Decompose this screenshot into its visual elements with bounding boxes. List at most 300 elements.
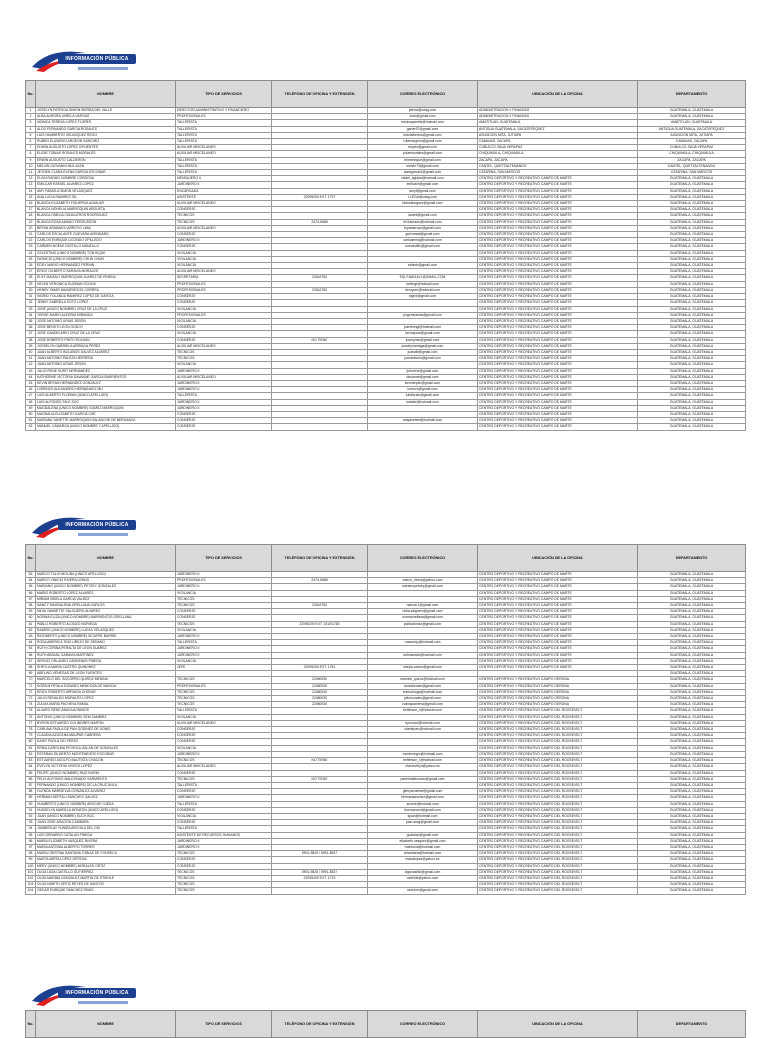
table-cell: emilcarb@gmail.com [368, 182, 478, 188]
table-cell: CENTRO DEPORTIVO Y RECREATIVO CAMPO DE MARTE [478, 219, 638, 225]
table-cell: GUATEMALA, GUATEMALA [638, 640, 746, 646]
table-cell: JARDINERO II [176, 838, 272, 844]
table-cell: 42 [26, 362, 36, 368]
table-cell: guevaraaf@gmail.com [368, 232, 478, 238]
table-cell: 100 [26, 863, 36, 869]
table-cell: JARDINERO II [176, 405, 272, 411]
table-cell: henryom@hotmail.com [368, 287, 478, 293]
table-cell: 73 [26, 696, 36, 702]
table-cell: CENTRO DEPORTIVO Y RECREATIVO CAMPO DE MARTE [478, 634, 638, 640]
header-nombre: NOMBRE [36, 1011, 176, 1038]
table-cell: NO TIENE [272, 337, 368, 343]
table-cell: GUATEMALA, GUATEMALA [638, 393, 746, 399]
table-cell: 46 [26, 387, 36, 393]
table-body-2 [26, 572, 746, 895]
table-cell: TECNICOS [176, 213, 272, 219]
table-cell: GUATEMALA, GUATEMALA [638, 789, 746, 795]
table-cell: TALLERISTA [176, 132, 272, 138]
table-cell: MARIANO (UNICO NOMBRE) PETZEY GONZALEZ [36, 584, 176, 590]
table-cell: MARIANA YANETTE MARROQUIN GALANCHE DE BERGANZA [36, 418, 176, 424]
table-cell: ENCARGADA [176, 188, 272, 194]
table-cell: CABANAS, ZACAPA [638, 139, 746, 145]
table-cell: 17 [26, 207, 36, 213]
table-cell: juanantonio@gmail.com [368, 356, 478, 362]
table-cell: AUXILIAR MISCELANEO [176, 343, 272, 349]
table-cell: CENTRO DEPORTIVO Y RECREATIVO CAMPO DE MARTE [478, 665, 638, 671]
table-cell: ASUNCION MITA, JUTIAPA [478, 132, 638, 138]
table-cell: JARDINERO II [176, 368, 272, 374]
table-cell: 10 [26, 163, 36, 169]
table-cell: doradonado@gmail.com [368, 683, 478, 689]
table-cell: GUATEMALA, GUATEMALA [638, 213, 746, 219]
table-cell: PROFESIONALES [176, 287, 272, 293]
table-cell: 94 [26, 826, 36, 832]
table-cell: GUATEMALA, GUATEMALA [638, 813, 746, 819]
table-cell: 22095200 EXT. 1510/1783 [272, 621, 368, 627]
table-cell: pabloalonzo@gmail.com [368, 621, 478, 627]
table-cell: GUATEMALA, GUATEMALA [638, 696, 746, 702]
table-cell: ESTEBAN GILBERTO MONTENEGRO ESCOBAR [36, 751, 176, 757]
table-cell: HENRY OMAR MAZARIEGOS CORREA [36, 287, 176, 293]
table-cell: GUATEMALA, GUATEMALA [638, 720, 746, 726]
table-cell: CENTRO DEPORTIVO Y RECREATIVO CAMPO DE MARTE [478, 343, 638, 349]
table-cell: lacruzjose@gmail.com [368, 331, 478, 337]
table-cell: SHEYLA MARIA CASTRO QUINONEZ [36, 665, 176, 671]
table-cell: CENTRO DEPORTIVO Y RECREATIVO CAMPO DE MARTE [478, 225, 638, 231]
table-cell: 8 [26, 151, 36, 157]
table-cell: MIRIAM ISBELA GARCIA VALDEZ [36, 596, 176, 602]
table-cell: 97 [26, 844, 36, 850]
table-cell: GUATEMALA, GUATEMALA [638, 337, 746, 343]
table-cell: CENTRO DEPORTIVO Y RECREATIVO CAMPO DE MARTE [478, 590, 638, 596]
table-cell: mayanettea@hotmail.com [368, 418, 478, 424]
table-cell: ESTUARDO ADOLFO BAUTISTA CHACON [36, 758, 176, 764]
table-cell: CARLOS ENRIQUE LICONDO OPILLEDO [36, 238, 176, 244]
table-cell: 5901-9825 / 5991-8537 [272, 851, 368, 857]
table-cell: GUATEMALA, GUATEMALA [638, 411, 746, 417]
header-no: No. [26, 545, 36, 572]
table-cell: GUATEMALA, GUATEMALA [638, 418, 746, 424]
table-cell: JUAN ALBERTO BOLAÑOS GALVEZ ALVAREZ [36, 349, 176, 355]
table-cell: 37 [26, 331, 36, 337]
table-cell: TECNICOS [176, 219, 272, 225]
header-nombre: NOMBRE [36, 81, 176, 108]
table-cell: 64 [26, 640, 36, 646]
table-cell: 63 [26, 634, 36, 640]
table-cell: 91 [26, 807, 36, 813]
table-cell: jsierra@cdag.com [368, 108, 478, 114]
table-cell: CENTRO DEPORTIVO Y RECREATIVO CAMPO DEL ROOSEVELT [478, 776, 638, 782]
table-cell: JUAN JOSE ARAGON CAMBARA [36, 820, 176, 826]
table-cell: VIGILANCIA [176, 306, 272, 312]
table-cell: 78 [26, 727, 36, 733]
table-cell: 22095200 EXT. 1797 [272, 194, 368, 200]
table-cell: 60 [26, 615, 36, 621]
table-cell: panelmaldonado@gmail.com [368, 776, 478, 782]
logo-subline [78, 67, 128, 70]
table-cell: 22 [26, 238, 36, 244]
table-cell: CONSERJE [176, 615, 272, 621]
header-nombre: NOMBRE [36, 545, 176, 572]
table-cell: RUBEN ELIZARDO ARGEON SANCHEZ [36, 139, 176, 145]
table-cell: MARIA ELIZABETH VASQUEZ RIVERA [36, 838, 176, 844]
table-cell: vivesevelyn@yahoo.es [368, 764, 478, 770]
table-cell: FERNANDO (UNICO NOMBRE) DE LA CRUZ AVILA [36, 782, 176, 788]
table-cell: 13 [26, 182, 36, 188]
table-cell: glenysmarisel@gmail.com [368, 789, 478, 795]
table-cell: cdedepan@hotmail.com [368, 727, 478, 733]
table-cell: 39 [26, 343, 36, 349]
logo-bar [58, 520, 136, 530]
table-cell: TALLERISTA [176, 640, 272, 646]
table-cell: PROFESIONALES [176, 312, 272, 318]
table-cell: FELIX ALFONSO MALDONADO SARMIENTO [36, 776, 176, 782]
table-cell: GUATEMALA, GUATEMALA [638, 615, 746, 621]
table-cell: ANTIGUA GUATEMALA, SACATEPEQUEZ [638, 126, 746, 132]
header-correo: CORREO ELECTRÓNICO [368, 545, 478, 572]
table-cell: MARIO ROBERTO LOPEZ ALVAREZ [36, 590, 176, 596]
table-cell: CENTRO DEPORTIVO Y RECREATIVO CAMPO DEL ROOSEVELT [478, 838, 638, 844]
table-cell: OLGA LIDIA CASTILLO GUTIERREZ [36, 869, 176, 875]
table-cell: BLANCA ONELIA CANILLEROS RODRIGUEZ [36, 213, 176, 219]
table-cell: CANTEL, QUETZALTENANGO [638, 163, 746, 169]
table-cell: 55 [26, 584, 36, 590]
table-cell: GUATEMALA, GUATEMALA [638, 238, 746, 244]
table-cell: 43 [26, 368, 36, 374]
table-cell: elizabeth.vasquez@gmail.com [368, 838, 478, 844]
table-cell: 16 [26, 201, 36, 207]
table-cell: TECNICOS [176, 621, 272, 627]
table-cell: 93 [26, 820, 36, 826]
table-cell: CONSERJE [176, 863, 272, 869]
table-cell: GUATEMALA, GUATEMALA [638, 424, 746, 430]
table-cell: 22480030 [272, 702, 368, 708]
table-cell: EDWIN AUGUSTO LOPEZ CIFUENTES [36, 145, 176, 151]
table-cell: GUATEMALA, GUATEMALA [638, 634, 746, 640]
table-cell: CENTRO DEPORTIVO Y RECREATIVO CAMPO DEL ROOSEVELT [478, 801, 638, 807]
table-cell: 89 [26, 795, 36, 801]
table-cell: ZULMA MARIA PACHEVA RAMAL [36, 702, 176, 708]
table-cell: nidia.salguero@gmail.com [368, 609, 478, 615]
table-cell: CENTRO DEPORTIVO Y RECREATIVO CAMPO DE MARTE [478, 213, 638, 219]
table-cell: 15 [26, 194, 36, 200]
table-cell: TALLERISTA [176, 801, 272, 807]
header-ubicacion: UBICACIÓN DE LA OFICINA [478, 81, 638, 108]
table-cell: 36 [26, 325, 36, 331]
table-row [26, 888, 746, 894]
table-cell: CENTRO DEPORTIVO Y RECREATIVO CAMPO DEL ROOSEVELT [478, 708, 638, 714]
table-cell: CONSERJE [176, 411, 272, 417]
logo-information-publica [30, 508, 138, 544]
table-body-1 [26, 108, 746, 431]
table-cell: DIONICIO (UNICO NOMBRE) CHUN CHUN [36, 256, 176, 262]
table-cell: ASISTENTE [176, 194, 272, 200]
table-cell: GUATEMALA, GUATEMALA [638, 820, 746, 826]
table-cell: CENTRO DEPORTIVO Y RECREATIVO CAMPO DEL ROOSEVELT [478, 882, 638, 888]
table-cell: TECNICOS [176, 869, 272, 875]
table-cell: oescher@gmail.com [368, 888, 478, 894]
table-cell: PROFESIONALES [176, 114, 272, 120]
table-cell: 2474-6688 [272, 578, 368, 584]
table-cell: blancahuguez@gmail.com [368, 201, 478, 207]
table-cell: 103 [26, 882, 36, 888]
table-cell: GUATEMALA, GUATEMALA [638, 374, 746, 380]
table-cell: 66 [26, 652, 36, 658]
table-cell: CENTRO DEPORTIVO Y RECREATIVO CAMPO DEL ROOSEVELT [478, 727, 638, 733]
table-cell: GUATEMALA, GUATEMALA [638, 287, 746, 293]
table-cell: CENTRO DEPORTIVO Y RECREATIVO CAMPO DEL ROOSEVELT [478, 851, 638, 857]
table-cell: CABANAS, ZACAPA [478, 139, 638, 145]
table-cell: lauteb@gmail.com [368, 213, 478, 219]
table-cell: CENTRO DEPORTIVO Y RECREATIVO CAMPO GERONA [478, 683, 638, 689]
table-cell: 57 [26, 596, 36, 602]
table-cell: VIGILANCIA [176, 362, 272, 368]
table-cell: elopez@gmail.com [368, 145, 478, 151]
table-cell: 86 [26, 776, 36, 782]
table-cell: TALLERISTA [176, 163, 272, 169]
table-cell: 62 [26, 627, 36, 633]
table-cell: JUMBERLAY YUNIRA ARCHILA DEL CID [36, 826, 176, 832]
table-cell: luisflorian@gmail.com [368, 393, 478, 399]
table-cell: 23 [26, 244, 36, 250]
table-cell: CLAUDIA AZUCENA MAUPAR CABRERA [36, 733, 176, 739]
table-cell: marcelo_quiroz@hotmail.com [368, 677, 478, 683]
table-cell: 95 [26, 832, 36, 838]
table-cell: bl11amado@hotmail.com [368, 219, 478, 225]
table-cell: MARIA CRISTINA SANTANA TOBIAS DE FONSECA [36, 851, 176, 857]
table-cell: CENTRO DEPORTIVO Y RECREATIVO CAMPO DEL ROOSEVELT [478, 820, 638, 826]
table-cell: CENTRO DEPORTIVO Y RECREATIVO CAMPO DE MARTE [478, 238, 638, 244]
table-cell: TALLERISTA [176, 708, 272, 714]
table-cell: luistale@hotmail.com [368, 399, 478, 405]
table-cell: 84 [26, 764, 36, 770]
table-cell: CONSERJE [176, 820, 272, 826]
table-cell: 58 [26, 603, 36, 609]
table-cell: 2 [26, 114, 36, 120]
table-cell: clarbgarcia1@gmail.com [368, 170, 478, 176]
table-cell: GUATEMALA, GUATEMALA [638, 832, 746, 838]
table-cell: GUATEMALA, GUATEMALA [638, 702, 746, 708]
table-cell: GUATEMALA, GUATEMALA [638, 318, 746, 324]
table-cell: CENTRO DEPORTIVO Y RECREATIVO CAMPO DEL ROOSEVELT [478, 869, 638, 875]
table-cell: CONSERJE [176, 325, 272, 331]
table-cell: monicayanelis@hotmail.com [368, 120, 478, 126]
table-cell: GUATEMALA, GUATEMALA [638, 603, 746, 609]
table-cell: TECNICOS [176, 776, 272, 782]
header-ubicacion: UBICACIÓN DE LA OFICINA [478, 1011, 638, 1038]
table-cell: byroncol@hotmail.com [368, 720, 478, 726]
table-cell: VIGILANCIA [176, 590, 272, 596]
table-cell: 81 [26, 745, 36, 751]
table-cell: CANTEL, QUETZALTENANGO [478, 163, 638, 169]
table-cell: VIGILANCIA [176, 813, 272, 819]
table-cell: CENTRO DEPORTIVO Y RECREATIVO CAMPO DE MARTE [478, 306, 638, 312]
table-cell: 27 [26, 269, 36, 275]
table-cell: CENTRO DEPORTIVO Y RECREATIVO CAMPO DEL ROOSEVELT [478, 863, 638, 869]
table-cell: ERIKA CAROLINA PICHOLA GALAN DE GONZALEZ [36, 745, 176, 751]
table-cell: 61 [26, 621, 36, 627]
table-cell: GUATEMALA, GUATEMALA [638, 609, 746, 615]
table-cell: EVELYN VICTORIA VIVEES LOPEZ [36, 764, 176, 770]
table-cell: CENTRO DEPORTIVO Y RECREATIVO CAMPO DEL ROOSEVELT [478, 813, 638, 819]
table-cell: JARDINERO II [176, 380, 272, 386]
table-cell: GUATEMALA, GUATEMALA [638, 256, 746, 262]
header-tipo-servicios: TIPO DE SERVICIOS [176, 81, 272, 108]
logo-bar [58, 54, 136, 64]
table-cell: ERICK GILBERTO SARAVIA MORALES [36, 269, 176, 275]
table-cell: CENTRO DEPORTIVO Y RECREATIVO CAMPO GERONA [478, 702, 638, 708]
table-cell: 23342783 [272, 275, 368, 281]
table-cell: HERMAN NEPTALI SANCHEZ GALVEZ [36, 795, 176, 801]
table-cell: JUAN ANTONIO PALEZA HERRERA [36, 356, 176, 362]
table-cell: EMILCAR RAFAEL ALVAREZ LOPEZ [36, 182, 176, 188]
table-header-row [26, 81, 746, 108]
table-cell: GUATEMALA, GUATEMALA [638, 232, 746, 238]
table-cell: KEVIN BRYAN HERNANDEZ GONZALEZ [36, 380, 176, 386]
table-cell: 45 [26, 380, 36, 386]
table-cell: 5901-9825 / 5991-8537 [272, 869, 368, 875]
table-cell: VIGILANCIA [176, 658, 272, 664]
table-cell: husmonzon@gmail.com [368, 807, 478, 813]
table-cell: 72 [26, 689, 36, 695]
table-cell: GUATEMALA, GUATEMALA [638, 596, 746, 602]
table-cell: DORA MYRTALA DONADO MENDOZA DE MANCIA [36, 683, 176, 689]
table-cell: 48 [26, 399, 36, 405]
table-cell: ELSY MAGALY MARROQUIN JUAREZ DE PINEDA [36, 275, 176, 281]
table-cell: VIGILANCIA [176, 331, 272, 337]
table-cell: GUATEMALA, GUATEMALA [638, 665, 746, 671]
table-cell: NO TIENE [272, 776, 368, 782]
table-cell: olgacastillo@gmail.com [368, 869, 478, 875]
table-cell: 71 [26, 683, 36, 689]
header-ubicacion: UBICACIÓN DE LA OFICINA [478, 545, 638, 572]
table-cell: NANCY MAGDALENA ORELLANA CARLOS [36, 603, 176, 609]
table-cell: BYRON ESTUARDO COLINDRES MARTIN [36, 720, 176, 726]
table-cell: MENSAJERO II [176, 176, 272, 182]
table-cell: JORGE MARIO ALEGRIA MIRANDA [36, 312, 176, 318]
table-cell: 22480030 [272, 696, 368, 702]
table-row [26, 424, 746, 430]
table-cell: BLANCA ELIZABETH FIGUEROA AGUILAR [36, 201, 176, 207]
table-cell: 23342783 [272, 603, 368, 609]
table-cell: CENTRO DEPORTIVO Y RECREATIVO CAMPO DE MARTE [478, 424, 638, 430]
table-cell: aroche@hotmail.com [368, 801, 478, 807]
table-cell: LLEGA@cdag.com [368, 194, 478, 200]
table-cell: 30 [26, 287, 36, 293]
table-cell: TECNICOS [176, 758, 272, 764]
table-cell: martalopez@yahoo.es [368, 857, 478, 863]
table-cell: GUATEMALA, GUATEMALA [638, 869, 746, 875]
table-cell: OSCAR ENRIQUE SANCHEZ RIVAS [36, 888, 176, 894]
table-cell: ruthsaravia@hotmail.com [368, 652, 478, 658]
table-cell: GUATEMALA, GUATEMALA [638, 584, 746, 590]
table-cell: CENTRO DEPORTIVO Y RECREATIVO CAMPO DE MARTE [478, 188, 638, 194]
table-cell: nancia.1@gmail.com [368, 603, 478, 609]
table-cell: HUSSELYN MARIELA MONZON (UNICO APELLIDO) [36, 807, 176, 813]
table-cell: ingrid@gmail.com [368, 294, 478, 300]
table-cell: 90 [26, 801, 36, 807]
table-cell: CENTRO DEPORTIVO Y RECREATIVO CAMPO DE MARTE [478, 232, 638, 238]
table-cell: GUATEMALA, GUATEMALA [638, 250, 746, 256]
table-cell: 59 [26, 609, 36, 615]
table-cell: 104 [26, 888, 36, 894]
table-cell: NIDIA YANNETTE SALGUERO ALVAREZ [36, 609, 176, 615]
table-cell: CENTRO DEPORTIVO Y RECREATIVO CAMPO DEL ROOSEVELT [478, 857, 638, 863]
table-cell: CONSERJE [176, 337, 272, 343]
table-cell: zulmapacheva@gmail.com [368, 702, 478, 708]
table-cell: MARTA MIRTA LOPEZ ORTEGA [36, 857, 176, 863]
table-header-row [26, 1011, 746, 1038]
table-cell: GUATEMALA, GUATEMALA [638, 362, 746, 368]
table-cell: GLENDA MARISELVA GONZALEZ ALVAREZ [36, 789, 176, 795]
table-cell: 98 [26, 851, 36, 857]
table-cell: GUATEMALA, GUATEMALA [638, 714, 746, 720]
table-cell: ELVIN RAFAEL NOMBRE CORDOVA [36, 176, 176, 182]
table-cell: BLANCA ROSA AMADO FERGUSSON [36, 219, 176, 225]
table-cell: marianopetzey@gmail.com [368, 584, 478, 590]
table-cell: 21 [26, 232, 36, 238]
table-cell: 88 [26, 789, 36, 795]
table-cell: 1 [26, 108, 36, 114]
table-cell: 68 [26, 665, 36, 671]
table-cell: MERY (UNICO NOMBRE) MORALES ORTIZ [36, 863, 176, 869]
table-cell: 80 [26, 739, 36, 745]
table-cell: GUATEMALA, GUATEMALA [638, 219, 746, 225]
table-cell: CENTRO DEPORTIVO Y RECREATIVO CAMPO DE MARTE [478, 603, 638, 609]
table-cell: GUATEMALA, GUATEMALA [638, 294, 746, 300]
table-cell: 7 [26, 145, 36, 151]
table-cell: CUBULCO, BAJA VERAPAZ [478, 145, 638, 151]
table-cell: garfer97@gmail.com [368, 126, 478, 132]
table-cell: CENTRO DEPORTIVO Y RECREATIVO CAMPO DEL ROOSEVELT [478, 888, 638, 894]
table-cell: MARCELO DEL SOCORRO QUIROZ MEDINA [36, 677, 176, 683]
header-no: No. [26, 1011, 36, 1038]
table-cell: kevinbryan@gmail.com [368, 380, 478, 386]
table-cell: 14 [26, 188, 36, 194]
table-cell: CONSERJE [176, 770, 272, 776]
table-cell: GUATEMALA, GUATEMALA [638, 578, 746, 584]
table-cell: MARCO VINICIO RIVERA LEMUS [36, 578, 176, 584]
table-cell: GUATEMALA, GUATEMALA [638, 875, 746, 881]
table-cell: CENTRO DEPORTIVO Y RECREATIVO CAMPO DEL ROOSEVELT [478, 758, 638, 764]
table-cell: AMATITLAN, GUATEMALA [638, 120, 746, 126]
table-cell: GUATEMALA, GUATEMALA [638, 405, 746, 411]
table-cell: 32 [26, 300, 36, 306]
logo-information-publica [30, 42, 138, 78]
table-cell: 52 [26, 424, 36, 430]
table-cell: EDDY MARIO HERNANDEZ PERNIN [36, 263, 176, 269]
table-cell: ALDO FERNANDO GARCIA ROSALES [36, 126, 176, 132]
table-cell: JOSE BENITO LEON GODOY [36, 325, 176, 331]
table-cell: CENTRO DEPORTIVO Y RECREATIVO CAMPO DE MARTE [478, 411, 638, 417]
logo-bar [58, 988, 136, 998]
table-cell: 101 [26, 869, 36, 875]
table-cell: MELVIN GIOVANNI MUL ALEN [36, 163, 176, 169]
table-cell: 23342783 [272, 287, 368, 293]
table-cell: LUIS ALFONSO TALE SOC [36, 399, 176, 405]
table-cell: GUATEMALA, GUATEMALA [638, 300, 746, 306]
table-cell: INGRID YOLANDA RAMIREZ LOPEZ DE GARCIA [36, 294, 176, 300]
table-cell: CENTRO DEPORTIVO Y RECREATIVO CAMPO DEL ROOSEVELT [478, 844, 638, 850]
table-cell: joserpinto@gmail.com [368, 337, 478, 343]
table-cell: JARDINERO II [176, 751, 272, 757]
table-cell: sjuan@hotmail.com [368, 813, 478, 819]
table-cell: 22095200 EXT. 1719 [272, 875, 368, 881]
header-correo: CORREO ELECTRÓNICO [368, 1011, 478, 1038]
table-cell: CENTRO DEPORTIVO Y RECREATIVO CAMPO DE MARTE [478, 294, 638, 300]
table-cell: CENTRO DEPORTIVO Y RECREATIVO CAMPO DE MARTE [478, 250, 638, 256]
table-cell: CENTRO DEPORTIVO Y RECREATIVO CAMPO DE MARTE [478, 201, 638, 207]
